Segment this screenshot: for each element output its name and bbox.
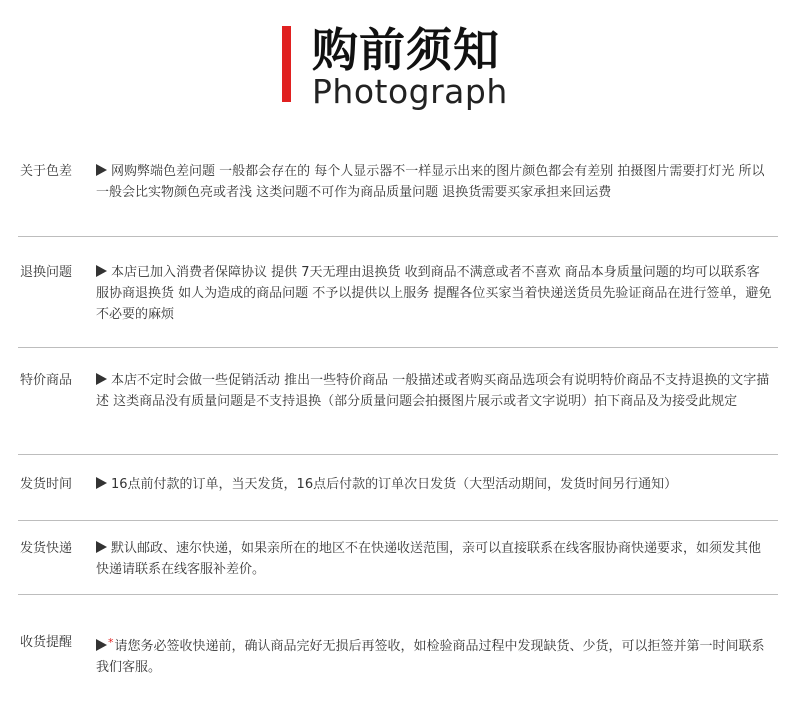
- notice-content: [96, 538, 772, 580]
- divider: [18, 236, 778, 237]
- notice-text: 网购弊端色差问题 一般都会存在的 每个人显示器不一样显示出来的图片颜色都会有差别 拍摄图片需要打灯光 所以一般会比实物颜色亮或者浅 这类问题不可作为商品质量问题 退换货需要买家承担来回运费: [96, 164, 765, 200]
- arrow-right-icon: [96, 373, 107, 385]
- notice-content: [96, 474, 772, 495]
- notice-label: 退换问题: [20, 265, 73, 280]
- title-accent-bar: [282, 26, 291, 102]
- notice-content: [96, 370, 772, 412]
- arrow-right-icon: [96, 639, 107, 651]
- notice-label: 收货提醒: [20, 635, 73, 650]
- notice-content: [96, 262, 772, 325]
- divider: [18, 594, 778, 595]
- notice-text: 请您务必签收快递前，确认商品完好无损后再签收，如检验商品过程中发现缺货、少货，可以拒签并第一时间联系我们客服。: [96, 639, 765, 675]
- notice-content: [96, 161, 772, 203]
- divider: [18, 347, 778, 348]
- arrow-right-icon: [96, 164, 107, 176]
- divider: [18, 454, 778, 455]
- page-title: 购前须知: [312, 23, 500, 77]
- notice-label: 发货时间: [20, 477, 73, 492]
- arrow-right-icon: [96, 541, 107, 553]
- page-subtitle: Photograph: [312, 72, 508, 111]
- asterisk-mark: *: [108, 636, 114, 649]
- notice-text: 本店不定时会做一些促销活动 推出一些特价商品 一般描述或者购买商品选项会有说明特价商品不支持退换的文字描述 这类商品没有质量问题是不支持退换（部分质量问题会拍摄图片展示或者文字说明）拍下商品及为接受此规定: [96, 373, 770, 409]
- arrow-right-icon: [96, 265, 107, 277]
- header: [0, 0, 790, 120]
- notice-label: 发货快递: [20, 541, 73, 556]
- notice-label: 关于色差: [20, 164, 73, 179]
- divider: [18, 520, 778, 521]
- arrow-right-icon: [96, 477, 107, 489]
- notice-text: 本店已加入消费者保障协议 提供 7天无理由退换货 收到商品不满意或者不喜欢 商品本身质量问题的均可以联系客服协商退换货 如人为造成的商品问题 不予以提供以上服务 提醒各位买家当着快递送货员先验证商品在进行签单，避免不必要的麻烦: [96, 265, 772, 322]
- notice-label: 特价商品: [20, 373, 73, 388]
- notice-text: 16点前付款的订单，当天发货，16点后付款的订单次日发货（大型活动期间，发货时间另行通知）: [111, 477, 678, 492]
- notice-content: [96, 632, 772, 678]
- notice-text: 默认邮政、速尔快递，如果亲所在的地区不在快递收送范围，亲可以直接联系在线客服协商快递要求，如须发其他快递请联系在线客服补差价。: [96, 541, 762, 577]
